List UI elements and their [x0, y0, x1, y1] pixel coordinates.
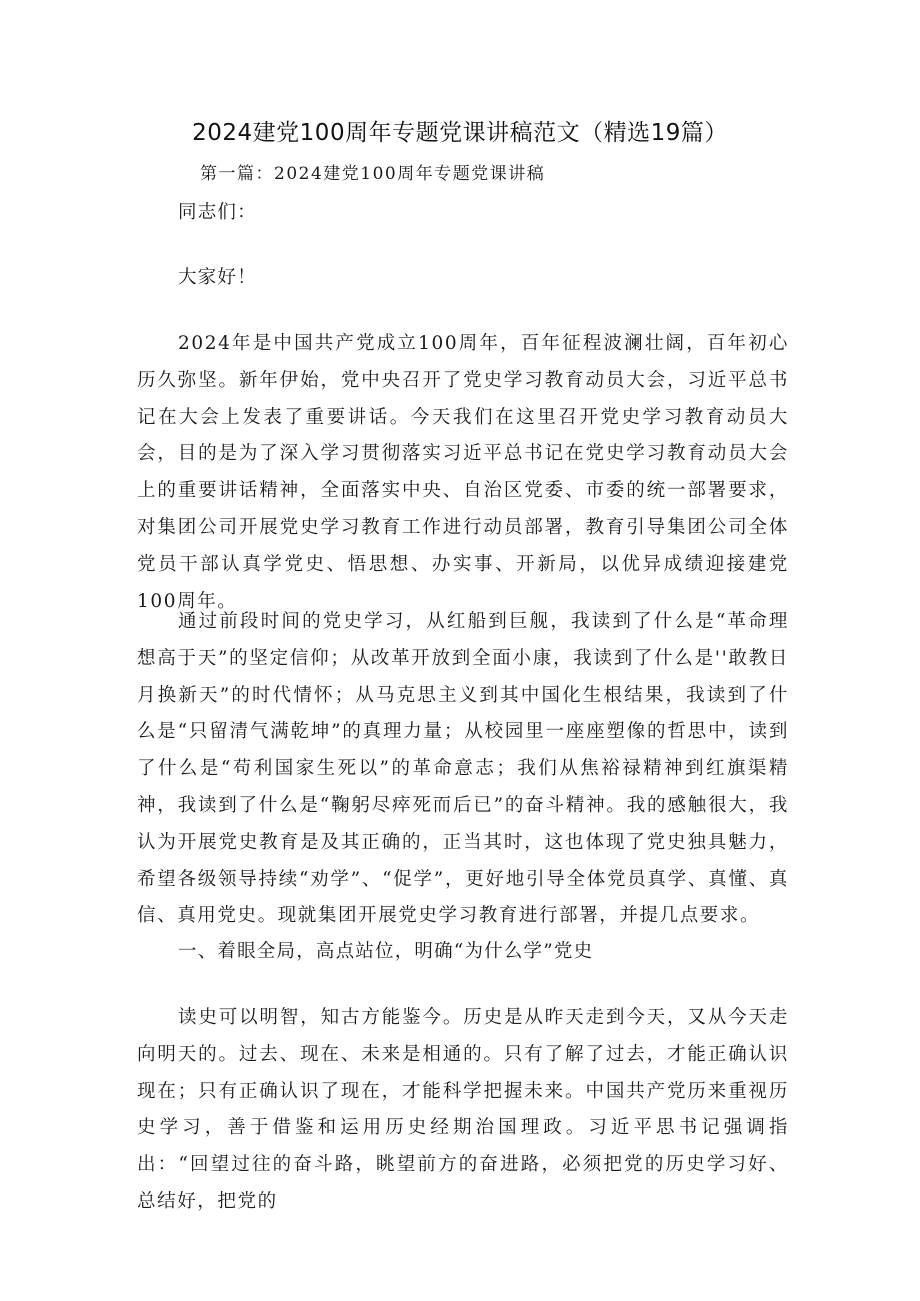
salutation: 同志们： — [178, 202, 257, 223]
paragraph-2: 通过前段时间的党史学习，从红船到巨舰，我读到了什么是“革命理想高于天”的坚定信仰；从改革开放到全面小康，我读到了什么是''敢教日月换新天”的时代情怀；从马克思主义到其中国化生根结果，我读到了什么是“只留清气满乾坤”的真理力量；从校园里一座座塑像的哲思中，读到了什么是“苟利国家生死以”的革命意志；我们从焦裕禄精神到红旗渠精神，我读到了什么是“鞠躬尽瘁死而后已”的奋斗精神。我的感触很大，我认为开展党史教育是及其正确的，正当其时，这也体现了党史独具魅力，希望各级领导持续“劝学”、“促学”，更好地引导全体党员真学、真懂、真信、真用党史。现就集团开展党史学习教育进行部署，并提几点要求。 — [137, 611, 789, 927]
greeting: 大家好！ — [178, 267, 257, 288]
document-title: 2024建党100周年专题党课讲稿范文（精选19篇） — [192, 120, 728, 146]
paragraph-3: 读史可以明智，知古方能鉴今。历史是从昨天走到今天，又从今天走向明天的。过去、现在、未来是相通的。只有了解了过去，才能正确认识现在；只有正确认识了现在，才能科学把握未来。中国共产党历来重视历史学习，善于借鉴和运用历史经期治国理政。习近平思书记强调指出：“回望过往的奋斗路，眺望前方的奋进路，必须把党的历史学习好、总结好，把党的 — [137, 1007, 789, 1212]
subheading: 一、着眼全局，高点站位，明确“为什么学”党史 — [178, 941, 594, 962]
paragraph-1: 2024年是中国共产党成立100周年，百年征程波澜壮阔，百年初心历久弥坚。新年伊始，党中央召开了党史学习教育动员大会，习近平总书记在大会上发表了重要讲话。今天我们在这里召开党史学习教育动员大会，目的是为了深入学习贯彻落实习近平总书记在党史学习教育动员大会上的重要讲话精神，全面落实中央、自治区党委、市委的统一部署要求，对集团公司开展党史学习教育工作进行动员部署，教育引导集团公司全体党员干部认真学党史、悟思想、办实事、开新局，以优异成绩迎接建党100周年。 — [137, 333, 789, 612]
section-heading: 第一篇：2024建党100周年专题党课讲稿 — [200, 164, 546, 184]
